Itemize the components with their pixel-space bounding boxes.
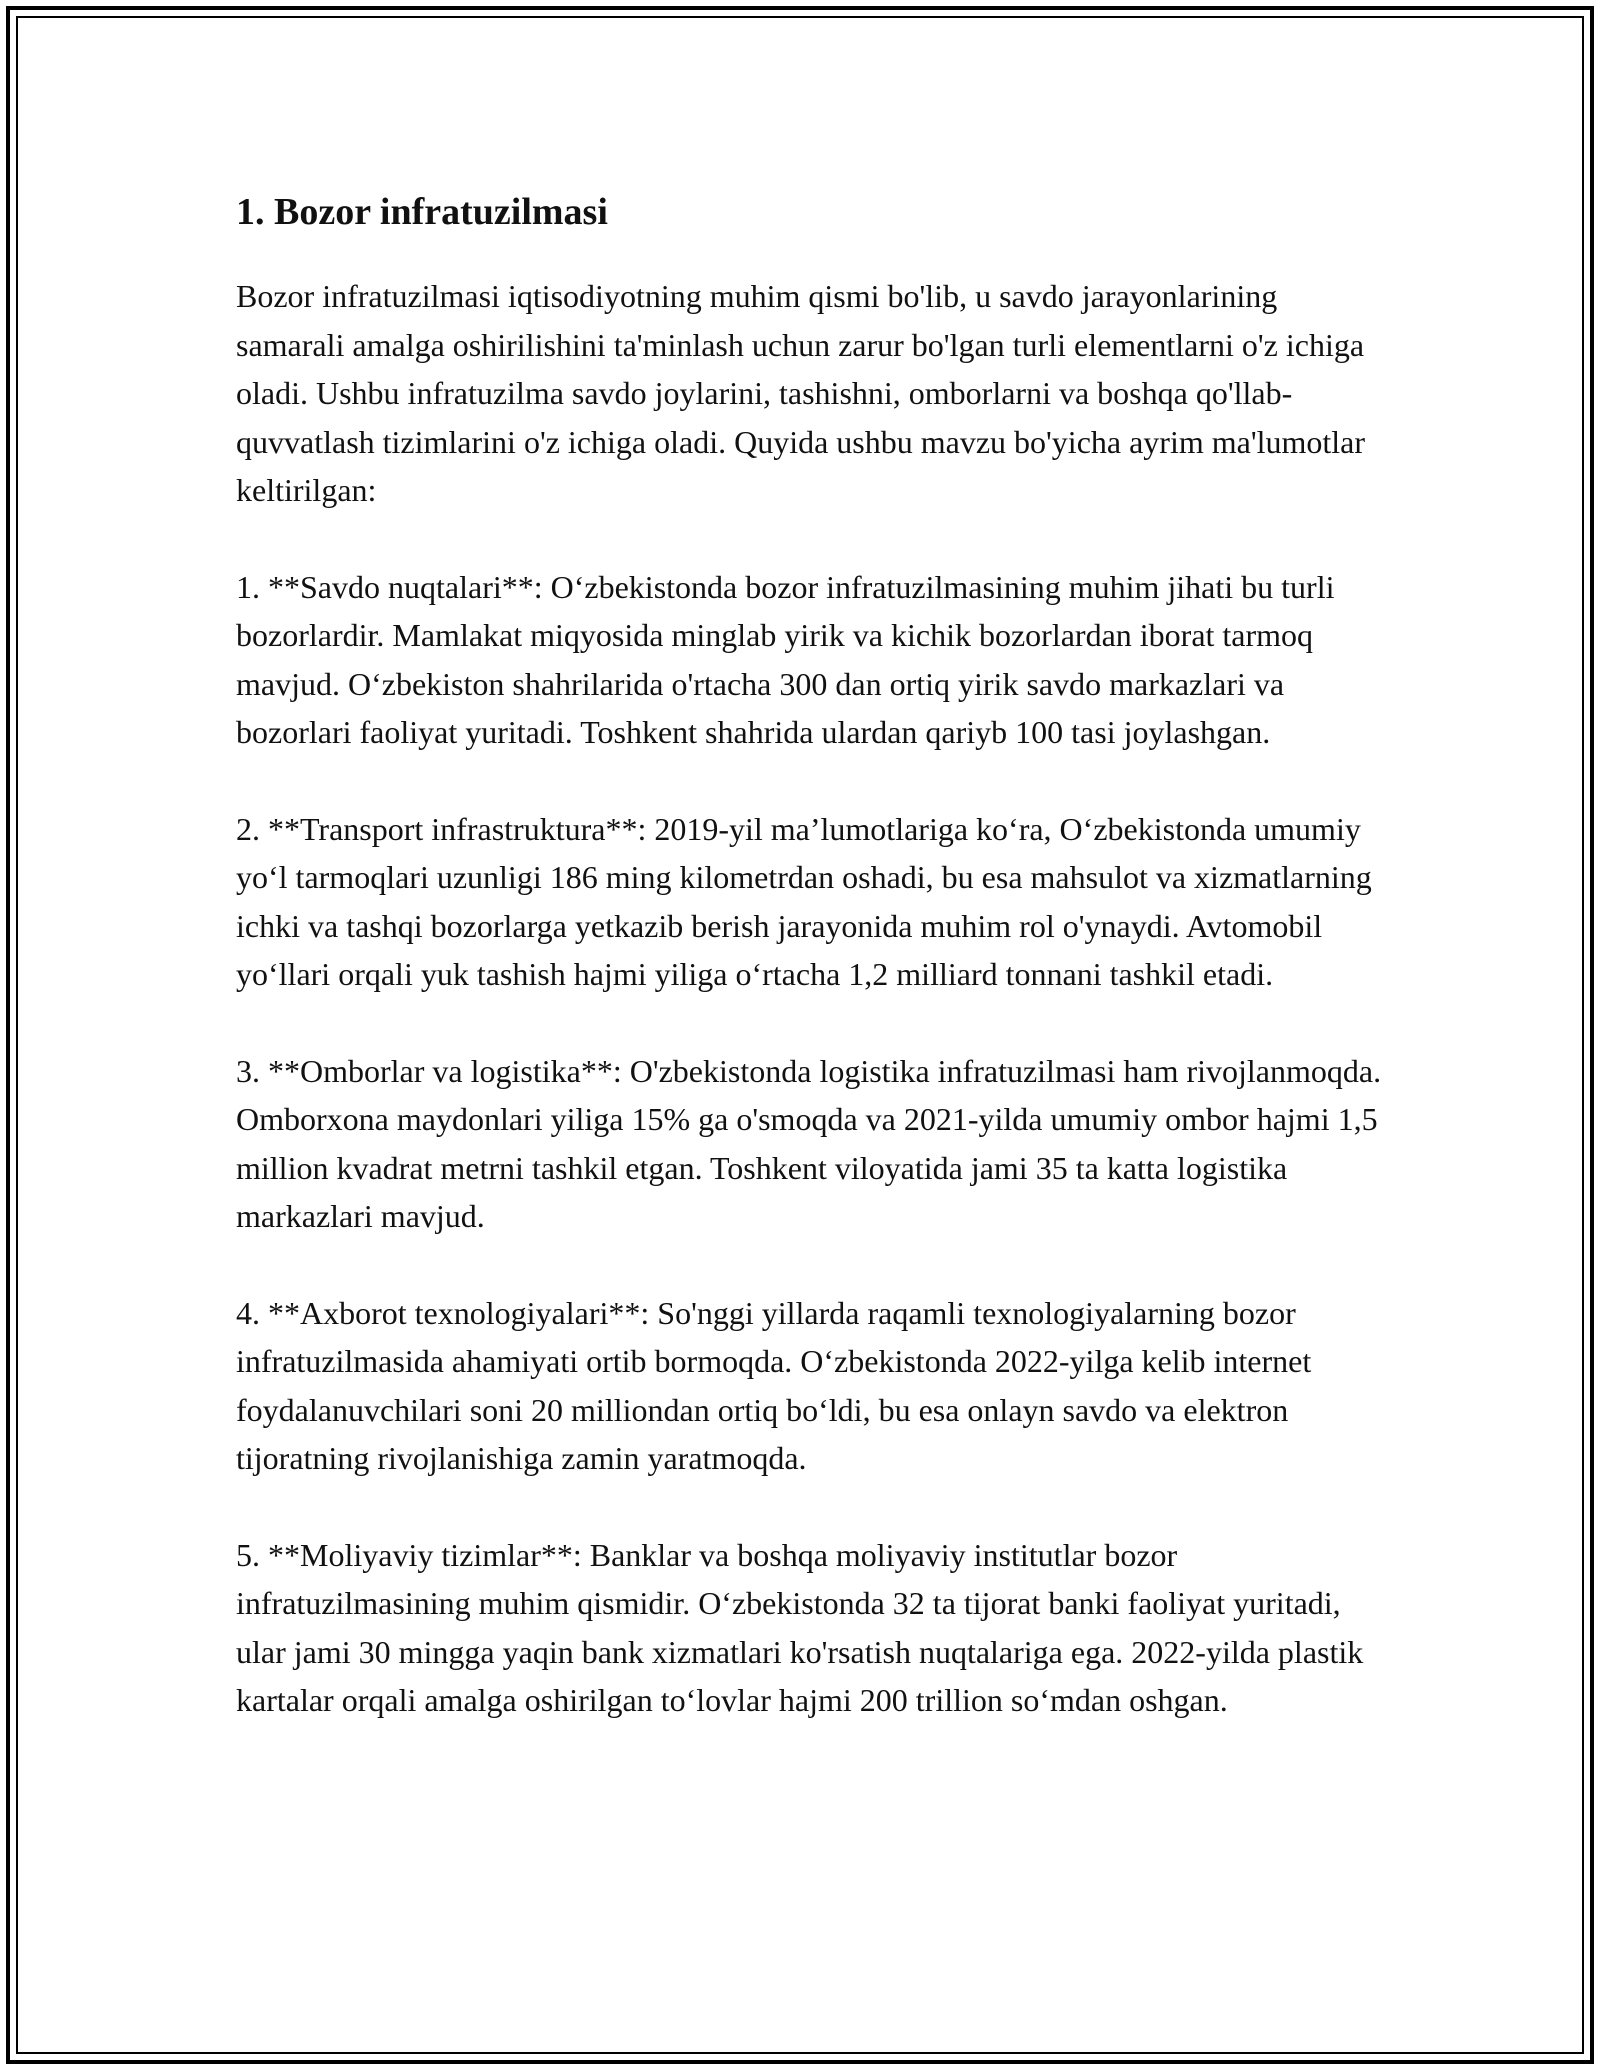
intro-paragraph: Bozor infratuzilmasi iqtisodiyotning muhim qismi bo'lib, u savdo jarayonlarining samarali amalga oshirilishini ta'minlash uchun zarur bo'lgan turli elementlarni o'z ichiga oladi. Ushbu infratuzilma savdo joylarini, tashishni, omborlarni va boshqa qo'llab-quvvatlash tizimlarini o'z ichiga oladi. Quyida ushbu mavzu bo'yicha ayrim ma'lumotlar keltirilgan: [236, 278, 1366, 508]
list-item-savdo-nuqtalari: 1. **Savdo nuqtalari**: O‘zbekistonda bozor infratuzilmasining muhim jihati bu turli bozorlardir. Mamlakat miqyosida minglab yirik va kichik bozorlardan iborat tarmoq mavjud. O‘zbekiston shahrilarida o'rtacha 300 dan ortiq yirik savdo markazlari va bozorlari faoliyat yuritadi. Toshkent shahrida ulardan qariyb 100 tasi joylashgan. [236, 568, 1335, 750]
section-heading: 1. Bozor infratuzilmasi [236, 191, 608, 233]
list-item-transport-infrastruktura: 2. **Transport infrastruktura**: 2019-yil ma’lumotlariga ko‘ra, O‘zbekistonda umumiy yo‘l tarmoqlari uzunligi 186 ming kilometrdan oshadi, bu esa mahsulot va xizmatlarning ichki va tashqi bozorlarga yetkazib berish jarayonida muhim rol o'ynaydi. Avtomobil yo‘llari orqali yuk tashish hajmi yiliga o‘rtacha 1,2 milliard tonnani tashkil etadi. [236, 810, 1372, 992]
list-item-axborot-texnologiyalari: 4. **Axborot texnologiyalari**: So'nggi yillarda raqamli texnologiyalarning bozor infratuzilmasida ahamiyati ortib bormoqda. O‘zbekistonda 2022-yilga kelib internet foydalanuvchilari soni 20 milliondan ortiq bo‘ldi, bu esa onlayn savdo va elektron tijoratning rivojlanishiga zamin yaratmoqda. [236, 1294, 1312, 1476]
list-item-moliyaviy-tizimlar: 5. **Moliyaviy tizimlar**: Banklar va boshqa moliyaviy institutlar bozor infratuzilmasining muhim qismidir. O‘zbekistonda 32 ta tijorat banki faoliyat yuritadi, ular jami 30 mingga yaqin bank xizmatlari ko'rsatish nuqtalariga ega. 2022-yilda plastik kartalar orqali amalga oshirilgan to‘lovlar hajmi 200 trillion so‘mdan oshgan. [236, 1536, 1364, 1718]
list-item-omborlar-va-logistika: 3. **Omborlar va logistika**: O'zbekistonda logistika infratuzilmasi ham rivojlanmoqda. Omborxona maydonlari yiliga 15% ga o'smoqda va 2021-yilda umumiy ombor hajmi 1,5 million kvadrat metrni tashkil etgan. Toshkent viloyatida jami 35 ta katta logistika markazlari mavjud. [236, 1052, 1382, 1234]
document-body [236, 188, 1386, 1773]
